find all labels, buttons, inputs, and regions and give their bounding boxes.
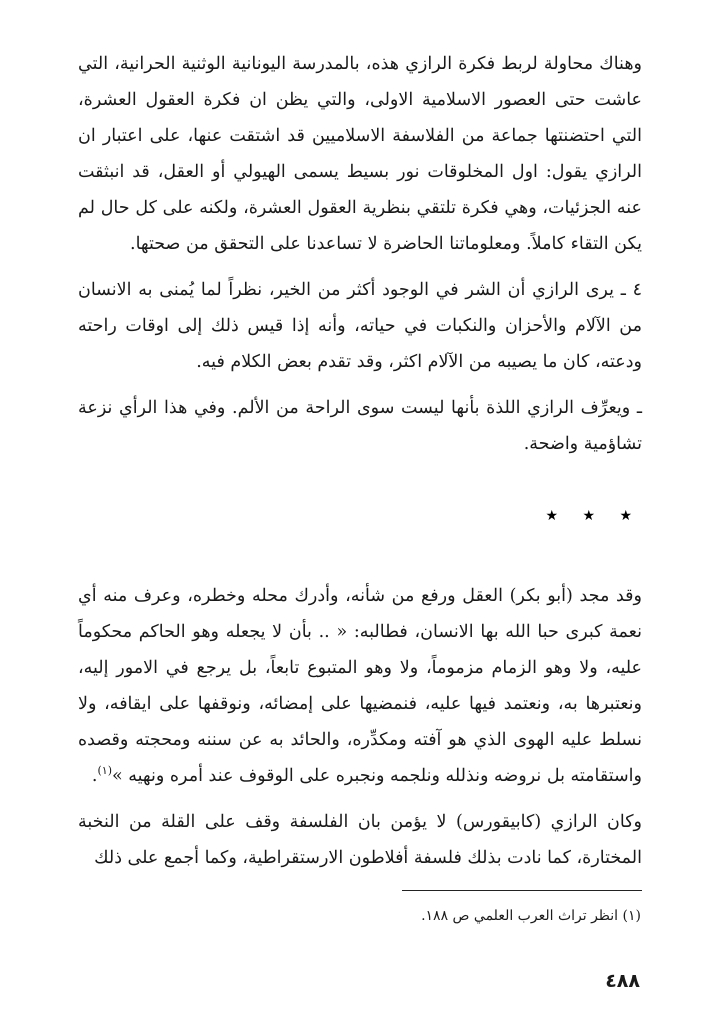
paragraph-pleasure-definition: ـ ويعرِّف الرازي اللذة بأنها ليست سوى الراحة من الألم. وفي هذا الرأي نزعة تشاؤمية واضحة. xyxy=(78,398,642,454)
paragraph-praise-of-reason xyxy=(78,578,642,794)
paragraph-philosophy-elite: وكان الرازي (كابيقورس) لا يؤمن بان الفلسفة وقف على القلة من النخبة المختارة، كما نادت بذلك فلسفة أفلاطون الارستقراطية، وكما أجمع على ذلك xyxy=(78,812,642,868)
footnote-divider xyxy=(402,890,642,891)
section-separator-stars: ★ ★ ★ xyxy=(545,508,642,524)
paragraph-evil-exceeds-good: ٤ ـ يرى الرازي أن الشر في الوجود أكثر من الخير، نظراً لما يُمنى به الانسان من الآلام والأحزان والنكبات في حياته، وأنه إذا قيس ذلك إلى اوقات راحته ودعته، كان ما يصيبه من الآلام اكثر، وقد تقدم بعض الكلام فيه. xyxy=(78,280,642,372)
paragraph-harranian-school: وهناك محاولة لربط فكرة الرازي هذه، بالمدرسة اليونانية الوثنية الحرانية، التي عاشت حتى العصور الاسلامية الاولى، والتي يظن ان فكرة العقول العشرة، التي احتضنتها جماعة من الفلاسفة الاسلاميين قد اشتقت عنها، على اعتبار ان الرازي يقول: اول المخلوقات نور بسيط يسمى الهيولي أو العقل، قد انبثقت عنه الجزئيات، وهي فكرة تلتقي بنظرية العقول العشرة، ولكنه على كل حال لم يكن التقاء كاملاً. ومعلوماتنا الحاضرة لا تساعدنا على التحقق من صحتها. xyxy=(78,54,642,254)
page-body xyxy=(78,46,642,876)
page-number: ٤٨٨ xyxy=(605,970,640,992)
quote-end-period: . xyxy=(91,766,98,786)
quote-text: وقد مجد (أبو بكر) العقل ورفع من شأنه، وأدرك محله وخطره، وعرف منه أي نعمة كبرى حبا الله بها الانسان، فطالبه: « .. بأن لا يجعله وهو الحاكم محكوماً عليه، ولا وهو الزمام مزموماً، ولا وهو المتبوع تابعاً، بل يرجع في الامور إليه، ونعتبرها به، ونعتمد فيها عليه، فنمضيها على إمضائه، ونوقفها على ايقافه، ولا نسلط عليه الهوى الذي هو آفته ومكدِّره، والحائد به عن سننه ومحجته وقصده واستقامته بل نروضه ونذلله ونلجمه ونجبره على الوقوف عند أمره ونهيه » xyxy=(78,586,642,786)
footnote-text: (١) انظر تراث العرب العلمي ص ١٨٨. xyxy=(421,908,641,924)
footnote-reference: (١) xyxy=(97,764,112,778)
